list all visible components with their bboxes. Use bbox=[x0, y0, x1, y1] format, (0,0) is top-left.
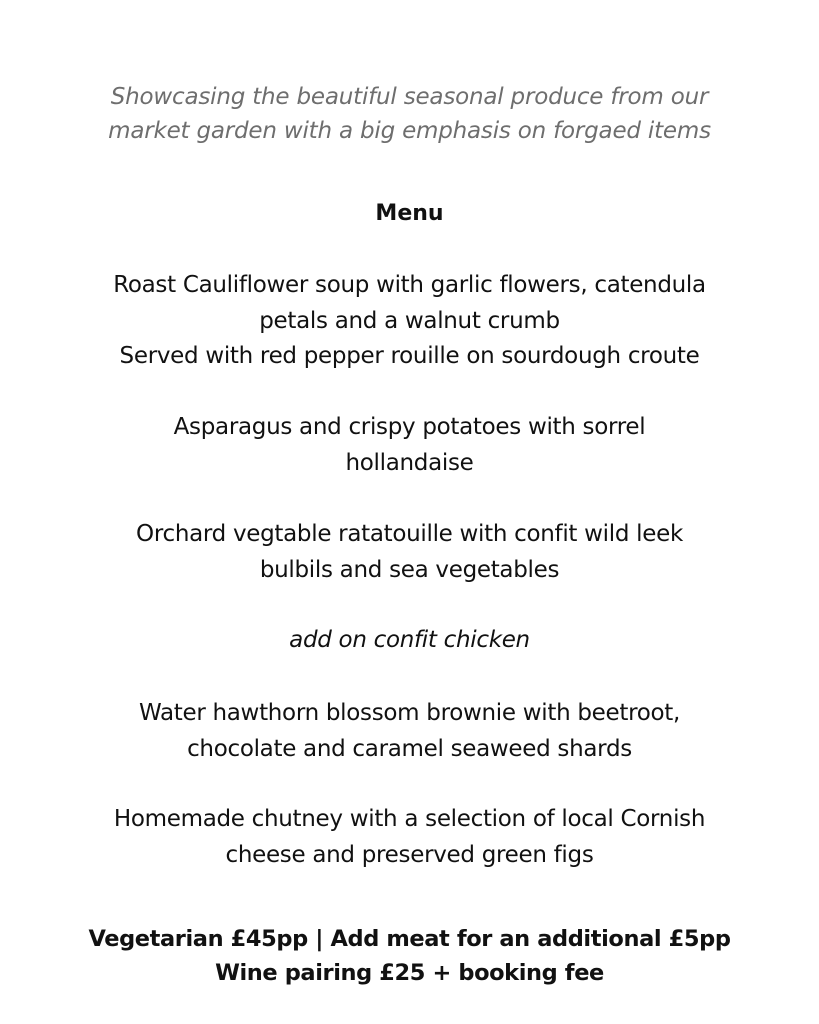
menu-item-line: Orchard vegtable ratatouille with confit wild leek bbox=[136, 521, 683, 547]
intro-line: market garden with a big emphasis on forgaed items bbox=[108, 118, 711, 144]
menu-item-line: Homemade chutney with a selection of local Cornish bbox=[113, 806, 706, 832]
menu-item-line: hollandaise bbox=[345, 449, 474, 476]
menu-item-ratatouille bbox=[0, 517, 819, 588]
wine-pairing-line: Wine pairing £25 + booking fee bbox=[215, 960, 604, 986]
menu-heading: Menu bbox=[375, 201, 444, 226]
menu-item-cheese bbox=[0, 802, 819, 873]
menu-item-line: bulbils and sea vegetables bbox=[259, 556, 560, 583]
menu-item-soup bbox=[0, 268, 819, 375]
intro-text bbox=[0, 80, 819, 148]
menu-item-brownie bbox=[0, 696, 819, 767]
pricing-info bbox=[0, 922, 819, 990]
menu-item-line: Served with red pepper rouille on sourdough croute bbox=[119, 343, 700, 369]
menu-item-line: chocolate and caramel seaweed shards bbox=[187, 735, 632, 762]
menu-item-line: petals and a walnut crumb bbox=[259, 307, 560, 334]
menu-item-line: Water hawthorn blossom brownie with beetroot, bbox=[138, 700, 681, 726]
menu-item-line: cheese and preserved green figs bbox=[225, 841, 594, 868]
menu-item-line: Asparagus and crispy potatoes with sorrel bbox=[173, 414, 646, 440]
price-line: Vegetarian £45pp | Add meat for an additional £5pp bbox=[88, 926, 731, 952]
menu-item-asparagus bbox=[0, 410, 819, 481]
menu-item-add-on bbox=[0, 623, 819, 659]
intro-line: Showcasing the beautiful seasonal produce from our bbox=[110, 84, 709, 110]
menu-item-line: add on confit chicken bbox=[289, 627, 530, 653]
menu-item-line: Roast Cauliflower soup with garlic flowers, catendula bbox=[113, 272, 706, 298]
